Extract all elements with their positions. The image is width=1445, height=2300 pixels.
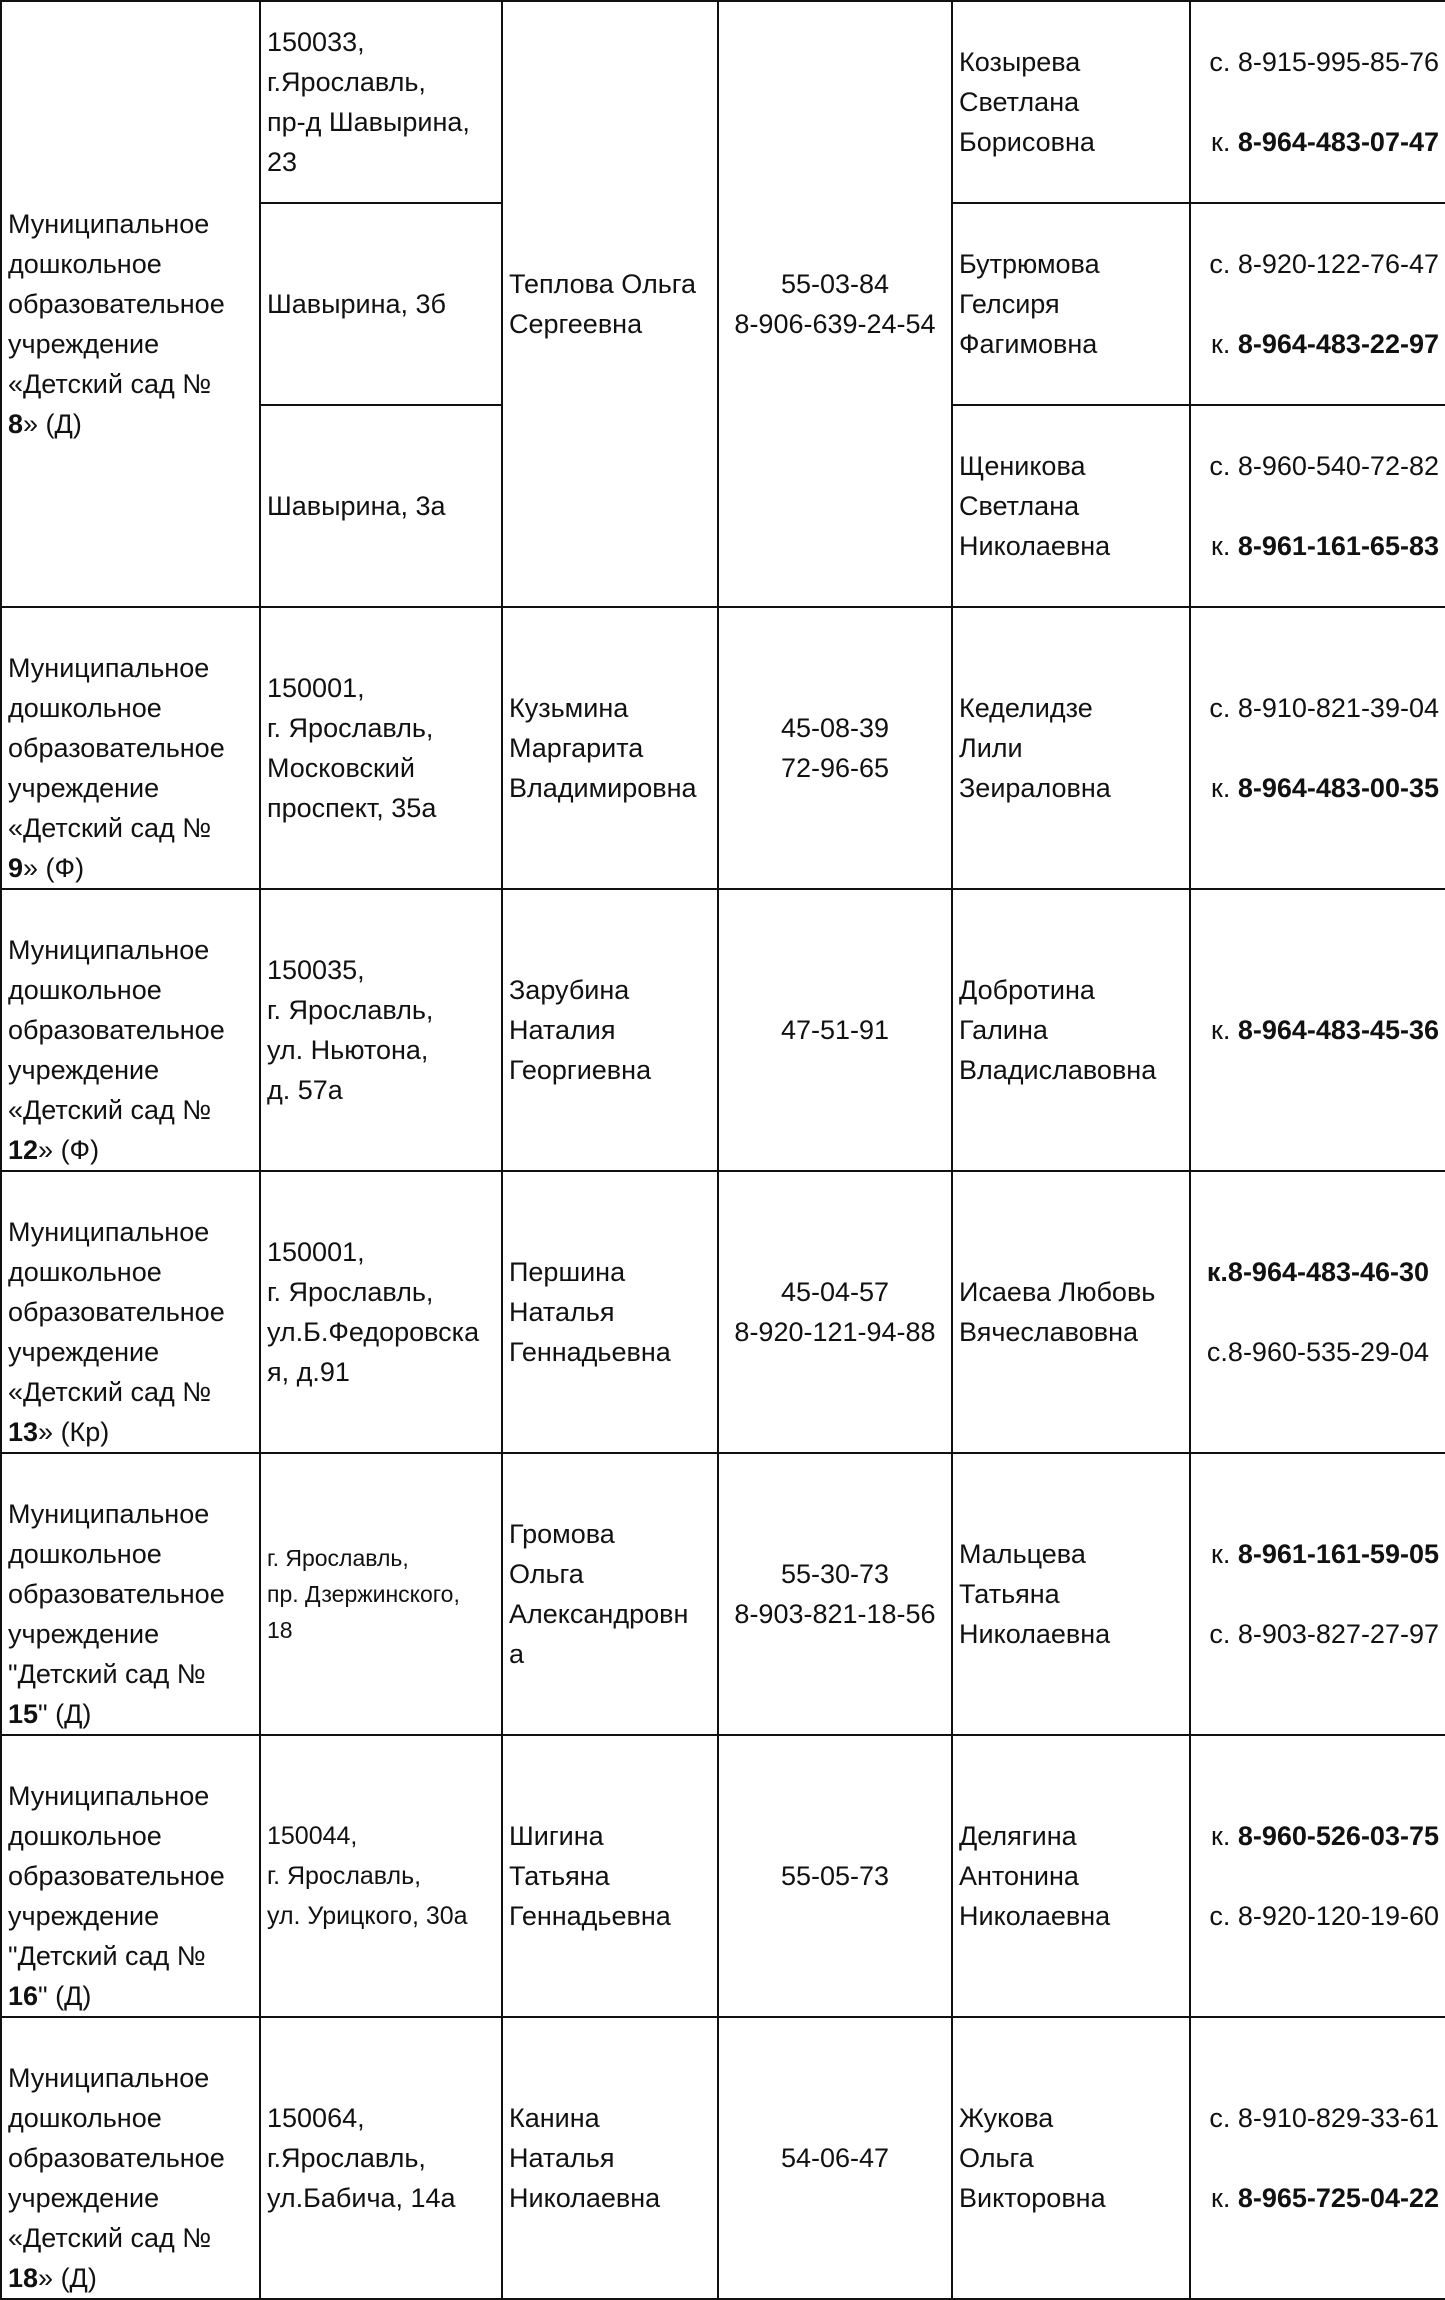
institution-number: 15 <box>8 1699 39 1729</box>
curator-phones-cell <box>1190 1171 1445 1453</box>
institution-name: Муниципальное дошкольное образовательное учреждение "Детский сад № <box>8 1781 225 1971</box>
institution-number: 18 <box>8 2263 39 2293</box>
phone-cell: 45-08-39 72-96-65 <box>718 607 952 889</box>
head-cell: Першина Наталья Геннадьевна <box>502 1171 718 1453</box>
phone-cell: 55-03-84 8-906-639-24-54 <box>718 1 952 607</box>
phone-line: с. 8-910-821-39-04 <box>1209 693 1439 723</box>
phone-line: к. 8-964-483-45-36 <box>1211 1015 1439 1045</box>
table-row <box>1 889 1445 1171</box>
phone-cell: 54-06-47 <box>718 2017 952 2299</box>
head-cell: Теплова Ольга Сергеевна <box>502 1 718 607</box>
address-cell: г. Ярославль, пр. Дзержинского, 18 <box>260 1453 502 1735</box>
phone-line: к. 8-964-483-22-97 <box>1211 329 1439 359</box>
head-cell: Шигина Татьяна Геннадьевна <box>502 1735 718 2017</box>
curator-phones-cell <box>1190 889 1445 1171</box>
curator-phones-cell <box>1190 607 1445 889</box>
curator-cell: Щеникова Светлана Николаевна <box>952 405 1190 607</box>
institution-cell <box>1 607 260 889</box>
institution-number: 8 <box>8 409 24 439</box>
table-row <box>1 607 1445 889</box>
institution-cell <box>1 889 260 1171</box>
phone-line: с. 8-910-829-33-61 <box>1209 2103 1439 2133</box>
institution-number: 12 <box>8 1135 39 1165</box>
institution-cell <box>1 1735 260 2017</box>
curator-cell: Исаева Любовь Вячеславовна <box>952 1171 1190 1453</box>
phone-line: к. 8-965-725-04-22 <box>1211 2183 1439 2213</box>
institution-suffix: " (Д) <box>38 1699 92 1729</box>
curator-cell: Кеделидзе Лили Зеираловна <box>952 607 1190 889</box>
phone-cell: 55-05-73 <box>718 1735 952 2017</box>
curator-cell: Козырева Светлана Борисовна <box>952 1 1190 203</box>
address-cell: Шавырина, 3а <box>260 405 502 607</box>
phone-line: с. 8-915-995-85-76 <box>1209 47 1439 77</box>
institution-suffix: » (Д) <box>38 2263 97 2293</box>
institution-number: 16 <box>8 1981 39 2011</box>
address-cell: 150035, г. Ярославль, ул. Ньютона, д. 57а <box>260 889 502 1171</box>
phone-line: с. 8-920-120-19-60 <box>1209 1901 1439 1931</box>
phone-line: с. 8-960-540-72-82 <box>1209 451 1439 481</box>
institution-name: Муниципальное дошкольное образовательное учреждение «Детский сад № <box>8 935 225 1125</box>
curator-cell: Добротина Галина Владиславовна <box>952 889 1190 1171</box>
phone-line: к. 8-961-161-65-83 <box>1211 531 1439 561</box>
curator-phones-cell <box>1190 203 1445 405</box>
table-row <box>1 1453 1445 1735</box>
table-row <box>1 1 1445 203</box>
address-cell: 150001, г. Ярославль, ул.Б.Федоровска я, д.91 <box>260 1171 502 1453</box>
phone-cell: 45-04-57 8-920-121-94-88 <box>718 1171 952 1453</box>
institution-name: Муниципальное дошкольное образовательное учреждение "Детский сад № <box>8 1499 225 1689</box>
phone-line: к.8-964-483-46-30 <box>1206 1257 1430 1287</box>
head-cell: Громова Ольга Александровн а <box>502 1453 718 1735</box>
phone-cell: 55-30-73 8-903-821-18-56 <box>718 1453 952 1735</box>
address-cell: 150064, г.Ярославль, ул.Бабича, 14а <box>260 2017 502 2299</box>
phone-line: к. 8-961-161-59-05 <box>1211 1539 1439 1569</box>
table-row <box>1 1171 1445 1453</box>
curator-phones-cell <box>1190 1453 1445 1735</box>
institution-number: 9 <box>8 853 24 883</box>
phone-line: к. 8-964-483-00-35 <box>1211 773 1439 803</box>
curator-phones-cell <box>1190 2017 1445 2299</box>
institution-cell <box>1 1 260 607</box>
curator-cell: Мальцева Татьяна Николаевна <box>952 1453 1190 1735</box>
curator-cell: Делягина Антонина Николаевна <box>952 1735 1190 2017</box>
institution-name: Муниципальное дошкольное образовательное учреждение «Детский сад № <box>8 653 225 843</box>
head-cell: Кузьмина Маргарита Владимировна <box>502 607 718 889</box>
institution-number: 13 <box>8 1417 39 1447</box>
head-cell: Зарубина Наталия Георгиевна <box>502 889 718 1171</box>
curator-phones-cell <box>1190 1735 1445 2017</box>
institution-name: Муниципальное дошкольное образовательное учреждение «Детский сад № <box>8 209 225 399</box>
institution-cell <box>1 1453 260 1735</box>
institution-cell <box>1 1171 260 1453</box>
institution-suffix: » (Д) <box>23 409 82 439</box>
institution-suffix: » (Кр) <box>38 1417 110 1447</box>
institution-suffix: » (Ф) <box>38 1135 100 1165</box>
curator-phones-cell <box>1190 405 1445 607</box>
institution-suffix: » (Ф) <box>23 853 85 883</box>
head-cell: Канина Наталья Николаевна <box>502 2017 718 2299</box>
address-cell: Шавырина, 3б <box>260 203 502 405</box>
phone-line: с. 8-903-827-27-97 <box>1209 1619 1439 1649</box>
institution-suffix: " (Д) <box>38 1981 92 2011</box>
phone-line: с. 8-920-122-76-47 <box>1209 249 1439 279</box>
institution-name: Муниципальное дошкольное образовательное учреждение «Детский сад № <box>8 2063 225 2253</box>
address-cell: 150001, г. Ярославль, Московский проспект, 35а <box>260 607 502 889</box>
institution-name: Муниципальное дошкольное образовательное учреждение «Детский сад № <box>8 1217 225 1407</box>
phone-line: к. 8-964-483-07-47 <box>1211 127 1439 157</box>
table-row <box>1 2017 1445 2299</box>
address-cell: 150033, г.Ярославль, пр-д Шавырина, 23 <box>260 1 502 203</box>
phone-cell: 47-51-91 <box>718 889 952 1171</box>
address-cell: 150044, г. Ярославль, ул. Урицкого, 30а <box>260 1735 502 2017</box>
curator-phones-cell <box>1190 1 1445 203</box>
phone-line: с.8-960-535-29-04 <box>1206 1337 1430 1367</box>
table-row <box>1 1735 1445 2017</box>
curator-cell: Бутрюмова Гелсиря Фагимовна <box>952 203 1190 405</box>
institution-cell <box>1 2017 260 2299</box>
curator-cell: Жукова Ольга Викторовна <box>952 2017 1190 2299</box>
phone-line: к. 8-960-526-03-75 <box>1211 1821 1439 1851</box>
